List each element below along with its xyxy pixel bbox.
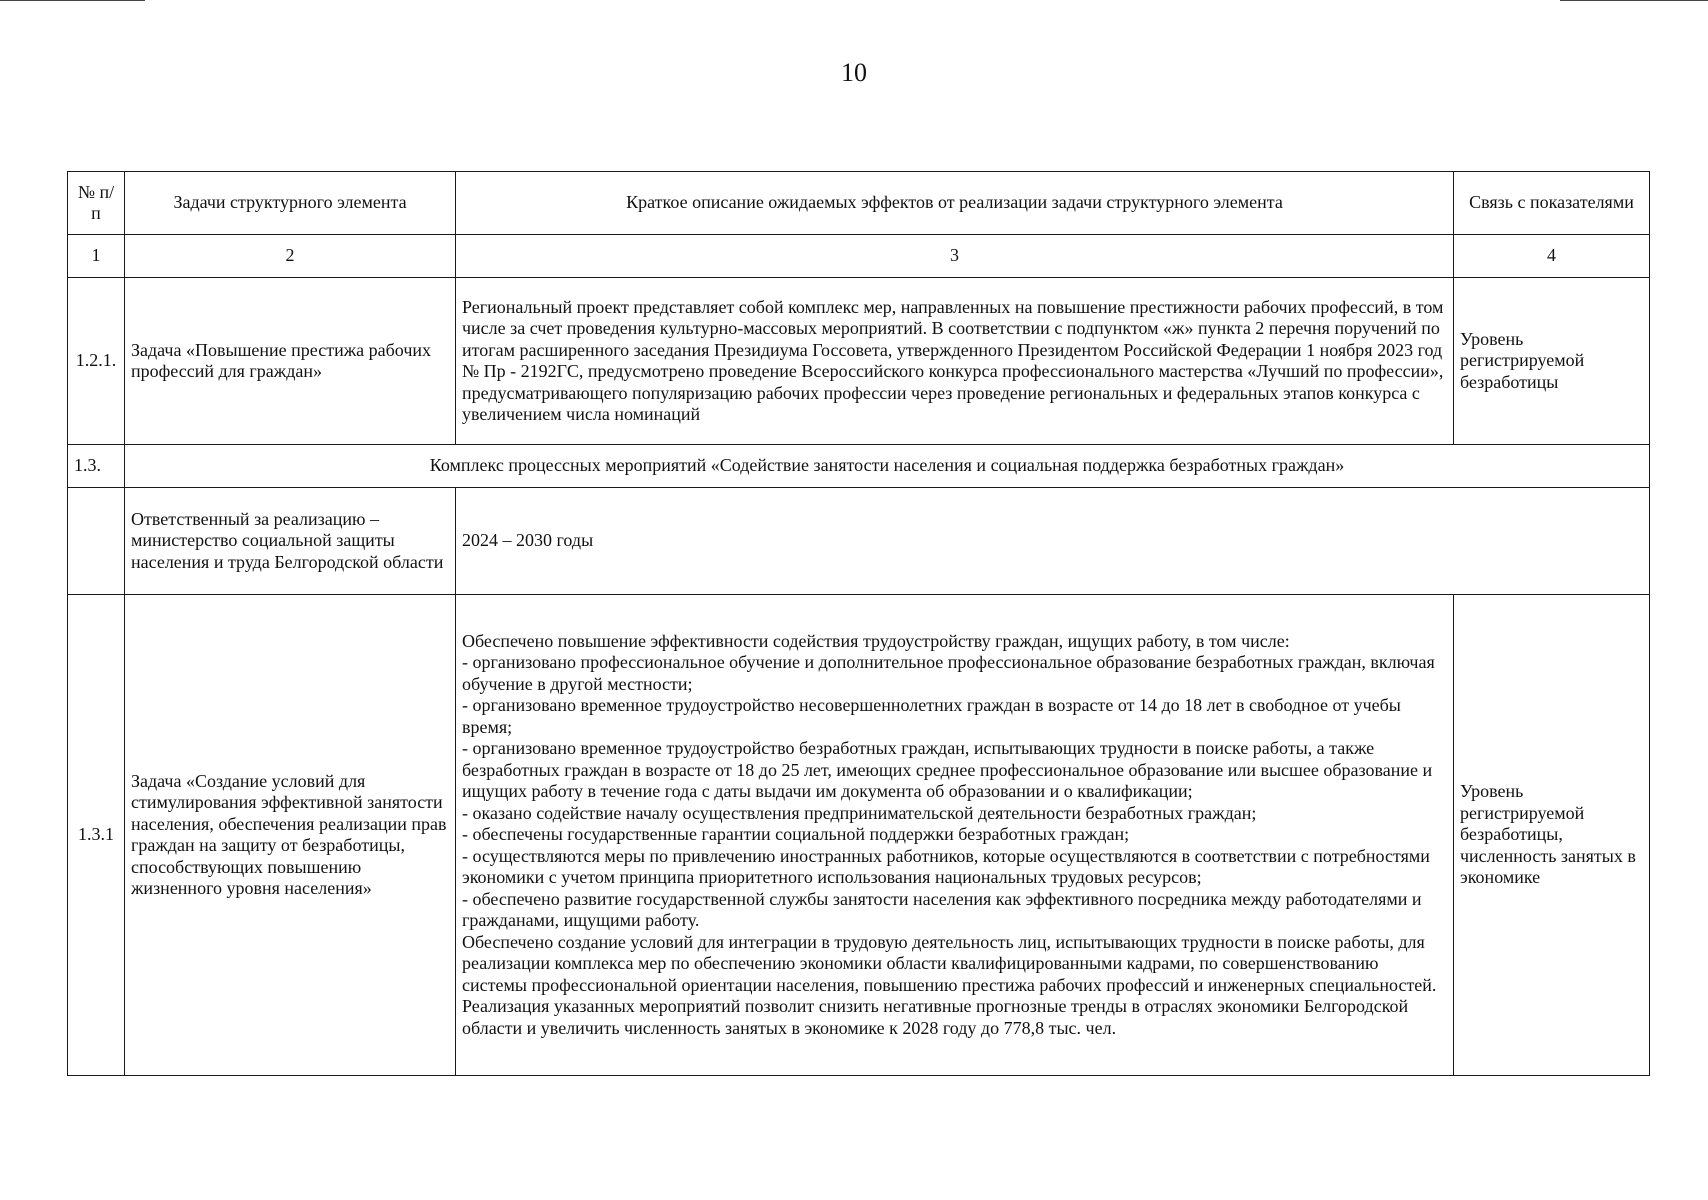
column-number: 4	[1454, 235, 1650, 278]
row-description: Региональный проект представляет собой комплекс мер, направленных на повышение престижности рабочих профессий, в том числе за счет проведения культурно-массовых мероприятий. В соответствии с подпунктом «ж» пункта 2 перечня поручений по итогам расширенного заседания Президиума Госсовета, утвержденного Президентом Российской Федерации 1 ноября 2023 год № Пр - 2192ГС, предусмотрено проведение Всероссийского конкурса профессионального мастерства «Лучший по профессии», предусматривающего популяризацию рабочих профессии через проведение региональных и федеральных этапов конкурса с увеличением числа номинаций	[456, 278, 1454, 445]
description-paragraph: - обеспечено развитие государственной службы занятости населения как эффективного посредника между работодателями и гражданами, ищущими работу.	[462, 888, 1422, 931]
description-paragraph: Обеспечено повышение эффективности содействия трудоустройству граждан, ищущих работу, в том числе:	[462, 630, 1290, 651]
column-number: 3	[456, 235, 1454, 278]
top-scan-rule-right	[1560, 0, 1708, 1]
section-row-1-3	[68, 445, 1650, 488]
row-indicators: Уровень регистрируемой безработицы	[1454, 278, 1650, 445]
responsible-row	[68, 488, 1650, 595]
row-task: Задача «Создание условий для стимулирования эффективной занятости населения, обеспечения реализации прав граждан на защиту от безработицы, способствующих повышению жизненного уровня населения»	[125, 595, 456, 1076]
section-number: 1.3.	[68, 445, 125, 488]
description-paragraph: Реализация указанных мероприятий позволит снизить негативные прогнозные тренды в отраслях экономики Белгородской области и увеличить численность занятых в экономике к 2028 году до 778,8 тыс. чел.	[462, 996, 1409, 1038]
description-paragraph: - осуществляются меры по привлечению иностранных работников, которые осуществляются в соответствии с потребностями экономики с учетом принципа приоритетного использования национальных трудовых ресурсов;	[462, 845, 1430, 888]
row-number: 1.2.1.	[68, 278, 125, 445]
column-number-row	[68, 235, 1650, 278]
table-row-1-3-1	[68, 595, 1650, 1076]
tasks-table	[67, 171, 1650, 1076]
description-paragraph: - оказано содействие началу осуществления предпринимательской деятельности безработных граждан;	[462, 802, 1257, 823]
top-scan-rule-left	[0, 0, 145, 1]
header-description: Краткое описание ожидаемых эффектов от реализации задачи структурного элемента	[456, 172, 1454, 235]
column-number: 2	[125, 235, 456, 278]
header-tasks: Задачи структурного элемента	[125, 172, 456, 235]
row-number: 1.3.1	[68, 595, 125, 1076]
page-number: 10	[841, 58, 867, 87]
description-paragraph: - организовано временное трудоустройство безработных граждан, испытывающих трудности в поиске работы, а также безработных граждан в возрасте от 18 до 25 лет, имеющих среднее профессиональное образование или высшее образование и ищущих работу в течение года с даты выдачи им документа об образовании и о квалификации;	[462, 738, 1433, 802]
column-number: 1	[68, 235, 125, 278]
row-task: Задача «Повышение престижа рабочих профессий для граждан»	[125, 278, 456, 445]
header-number: № п/п	[68, 172, 125, 235]
description-paragraph: Обеспечено создание условий для интеграции в трудовую деятельность лиц, испытывающих трудности в поиске работы, для реализации комплекса мер по обеспечению экономики области квалифицированными кадрами, по совершенствованию системы профессиональной ориентации населения, повышению престижа рабочих профессий и инженерных специальностей.	[462, 931, 1437, 995]
responsible-period: 2024 – 2030 годы	[456, 488, 1650, 595]
row-indicators: Уровень регистрируемой безработицы, численность занятых в экономике	[1454, 595, 1650, 1076]
description-paragraph: - организовано временное трудоустройство несовершеннолетних граждан в возрасте от 14 до 18 лет в свободное от учебы время;	[462, 695, 1401, 737]
responsible-label: Ответственный за реализацию – министерство социальной защиты населения и труда Белгородской области	[125, 488, 456, 595]
empty-cell	[68, 488, 125, 595]
row-description	[456, 595, 1454, 1076]
section-title: Комплекс процессных мероприятий «Содействие занятости населения и социальная поддержка безработных граждан»	[125, 445, 1650, 488]
description-paragraph: - организовано профессиональное обучение и дополнительное профессиональное образование безработных граждан, включая обучение в другой местности;	[462, 652, 1435, 694]
description-paragraph: - обеспечены государственные гарантии социальной поддержки безработных граждан;	[462, 824, 1130, 845]
table-header-row	[68, 172, 1650, 235]
header-indicators: Связь с показателями	[1454, 172, 1650, 235]
table-row-1-2-1	[68, 278, 1650, 445]
